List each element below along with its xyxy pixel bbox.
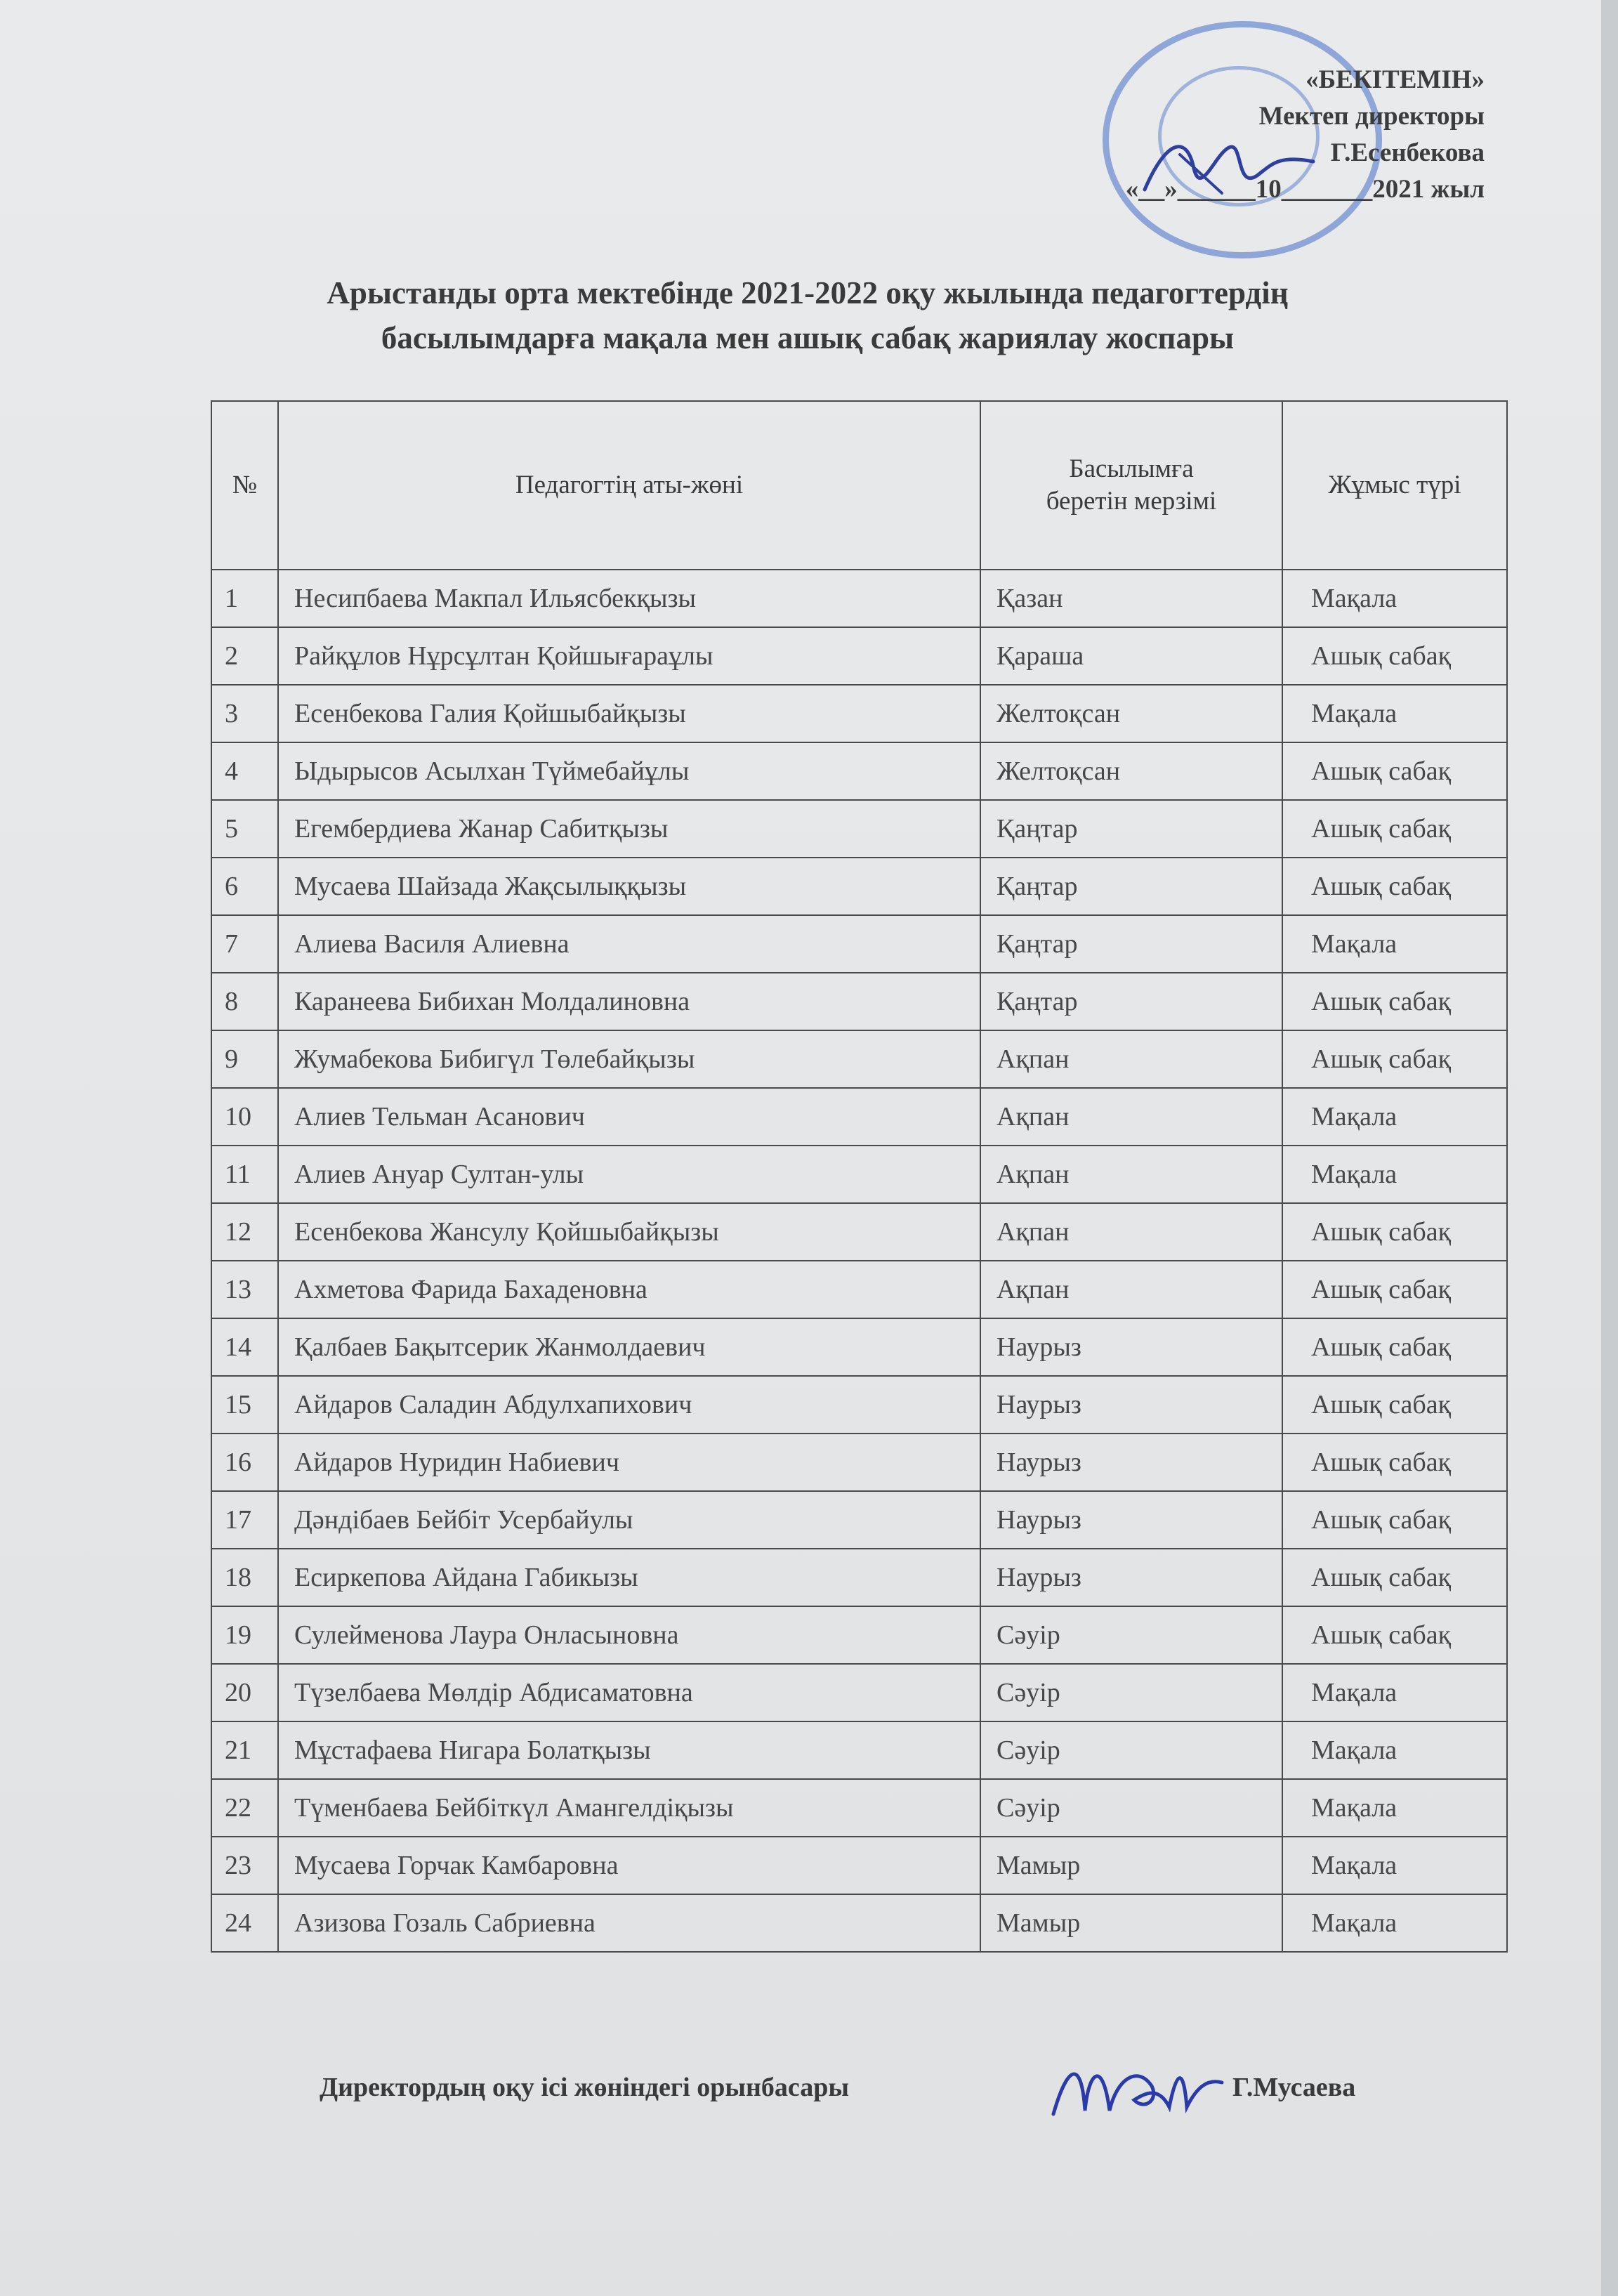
teacher-name: Айдаров Саладин Абдулхапихович	[278, 1376, 980, 1434]
work-type: Мақала	[1282, 1146, 1507, 1203]
row-number: 20	[211, 1664, 278, 1721]
table-header-row	[211, 401, 1507, 570]
table-row	[211, 1779, 1507, 1837]
table-row	[211, 685, 1507, 742]
table-row	[211, 1606, 1507, 1664]
teacher-name: Түменбаева Бейбіткүл Амангелдіқызы	[278, 1779, 980, 1837]
work-type: Ашық сабақ	[1282, 1549, 1507, 1606]
work-type: Мақала	[1282, 1837, 1507, 1894]
row-number: 14	[211, 1318, 278, 1376]
row-number: 19	[211, 1606, 278, 1664]
table-row	[211, 800, 1507, 858]
row-number: 11	[211, 1146, 278, 1203]
row-number: 17	[211, 1491, 278, 1549]
deadline-month: Мамыр	[980, 1837, 1282, 1894]
deadline-month: Қаңтар	[980, 915, 1282, 973]
work-type: Мақала	[1282, 1894, 1507, 1952]
row-number: 21	[211, 1721, 278, 1779]
teacher-name: Алиев Ануар Султан-улы	[278, 1146, 980, 1203]
deadline-month: Қаңтар	[980, 800, 1282, 858]
header-deadline-line-2: беретін мерзімі	[1046, 487, 1217, 516]
work-type: Мақала	[1282, 915, 1507, 973]
row-number: 5	[211, 800, 278, 858]
deadline-month: Ақпан	[980, 1203, 1282, 1261]
page-edge	[1601, 0, 1618, 2296]
approval-date: «__»______10_______2021 жыл	[1125, 175, 1485, 204]
approval-director-name: Г.Есенбекова	[1330, 138, 1485, 167]
teacher-name: Алиева Василя Алиевна	[278, 915, 980, 973]
table-row	[211, 915, 1507, 973]
table-row	[211, 1376, 1507, 1434]
row-number: 15	[211, 1376, 278, 1434]
deadline-month: Ақпан	[980, 1146, 1282, 1203]
work-type: Ашық сабақ	[1282, 1606, 1507, 1664]
deadline-month: Қаңтар	[980, 973, 1282, 1030]
teacher-name: Жумабекова Бибигүл Төлебайқызы	[278, 1030, 980, 1088]
teacher-name: Каранеева Бибихан Молдалиновна	[278, 973, 980, 1030]
teacher-name: Ыдырысов Асылхан Түймебайұлы	[278, 742, 980, 800]
table-row	[211, 1491, 1507, 1549]
deadline-month: Қаңтар	[980, 858, 1282, 915]
table-row	[211, 627, 1507, 685]
work-type: Ашық сабақ	[1282, 1318, 1507, 1376]
deadline-month: Ақпан	[980, 1030, 1282, 1088]
table-row	[211, 1261, 1507, 1318]
table-row	[211, 1030, 1507, 1088]
teacher-name: Азизова Гозаль Сабриевна	[278, 1894, 980, 1952]
teacher-name: Айдаров Нуридин Набиевич	[278, 1434, 980, 1491]
header-teacher-name: Педагогтің аты-жөні	[278, 401, 980, 570]
work-type: Ашық сабақ	[1282, 1261, 1507, 1318]
work-type: Ашық сабақ	[1282, 1030, 1507, 1088]
work-type: Мақала	[1282, 1664, 1507, 1721]
work-type: Ашық сабақ	[1282, 1203, 1507, 1261]
row-number: 24	[211, 1894, 278, 1952]
teacher-name: Алиев Тельман Асанович	[278, 1088, 980, 1146]
teacher-name: Мусаева Горчак Камбаровна	[278, 1837, 980, 1894]
approval-block	[1126, 62, 1485, 208]
row-number: 8	[211, 973, 278, 1030]
table-row	[211, 1664, 1507, 1721]
work-type: Ашық сабақ	[1282, 800, 1507, 858]
teacher-name: Есенбекова Жансулу Қойшыбайқызы	[278, 1203, 980, 1261]
deadline-month: Сәуір	[980, 1721, 1282, 1779]
row-number: 13	[211, 1261, 278, 1318]
deadline-month: Наурыз	[980, 1491, 1282, 1549]
work-type: Мақала	[1282, 1088, 1507, 1146]
table-row	[211, 1434, 1507, 1491]
footer-position: Директордың оқу ісі жөніндегі орынбасары	[320, 2073, 850, 2102]
row-number: 16	[211, 1434, 278, 1491]
work-type: Ашық сабақ	[1282, 973, 1507, 1030]
table-row	[211, 1837, 1507, 1894]
deadline-month: Наурыз	[980, 1434, 1282, 1491]
publication-plan-table	[211, 400, 1508, 1953]
title-line-1: Арыстанды орта мектебінде 2021-2022 оқу жылында педагогтердің	[327, 275, 1289, 310]
header-number: №	[211, 401, 278, 570]
deadline-month: Қараша	[980, 627, 1282, 685]
row-number: 2	[211, 627, 278, 685]
table-row	[211, 1721, 1507, 1779]
row-number: 18	[211, 1549, 278, 1606]
row-number: 10	[211, 1088, 278, 1146]
work-type: Ашық сабақ	[1282, 627, 1507, 685]
deadline-month: Желтоқсан	[980, 742, 1282, 800]
row-number: 4	[211, 742, 278, 800]
row-number: 12	[211, 1203, 278, 1261]
row-number: 22	[211, 1779, 278, 1837]
row-number: 9	[211, 1030, 278, 1088]
work-type: Мақала	[1282, 1779, 1507, 1837]
teacher-name: Райқұлов Нұрсұлтан Қойшығараұлы	[278, 627, 980, 685]
deadline-month: Наурыз	[980, 1376, 1282, 1434]
header-deadline	[980, 401, 1282, 570]
work-type: Ашық сабақ	[1282, 742, 1507, 800]
approval-heading: «БЕКІТЕМІН»	[1305, 65, 1485, 94]
header-deadline-line-1: Басылымға	[1069, 454, 1194, 483]
row-number: 3	[211, 685, 278, 742]
table-row	[211, 1894, 1507, 1952]
teacher-name: Сулейменова Лаура Онласыновна	[278, 1606, 980, 1664]
work-type: Ашық сабақ	[1282, 1491, 1507, 1549]
teacher-name: Түзелбаева Мөлдір Абдисаматовна	[278, 1664, 980, 1721]
row-number: 1	[211, 570, 278, 627]
row-number: 23	[211, 1837, 278, 1894]
teacher-name: Ахметова Фарида Бахаденовна	[278, 1261, 980, 1318]
work-type: Ашық сабақ	[1282, 1434, 1507, 1491]
table-row	[211, 1146, 1507, 1203]
deadline-month: Наурыз	[980, 1549, 1282, 1606]
table-row	[211, 1088, 1507, 1146]
row-number: 7	[211, 915, 278, 973]
deadline-month: Ақпан	[980, 1088, 1282, 1146]
work-type: Ашық сабақ	[1282, 1376, 1507, 1434]
work-type: Ашық сабақ	[1282, 858, 1507, 915]
deadline-month: Сәуір	[980, 1606, 1282, 1664]
table-row	[211, 1203, 1507, 1261]
table-row	[211, 742, 1507, 800]
table-row	[211, 1549, 1507, 1606]
footer-name: Г.Мусаева	[1232, 2073, 1356, 2102]
deadline-month: Ақпан	[980, 1261, 1282, 1318]
deadline-month: Желтоқсан	[980, 685, 1282, 742]
teacher-name: Есиркепова Айдана Габикызы	[278, 1549, 980, 1606]
document-title	[176, 270, 1440, 360]
teacher-name: Мусаева Шайзада Жақсылыққызы	[278, 858, 980, 915]
teacher-name: Несипбаева Макпал Ильясбекқызы	[278, 570, 980, 627]
work-type: Мақала	[1282, 685, 1507, 742]
table-row	[211, 570, 1507, 627]
deadline-month: Сәуір	[980, 1664, 1282, 1721]
deputy-signature	[1046, 2044, 1229, 2135]
deadline-month: Қазан	[980, 570, 1282, 627]
teacher-name: Есенбекова Галия Қойшыбайқызы	[278, 685, 980, 742]
deadline-month: Сәуір	[980, 1779, 1282, 1837]
teacher-name: Қалбаев Бақытсерик Жанмолдаевич	[278, 1318, 980, 1376]
teacher-name: Егембердиева Жанар Сабитқызы	[278, 800, 980, 858]
deadline-month: Мамыр	[980, 1894, 1282, 1952]
teacher-name: Дәндібаев Бейбіт Усербайулы	[278, 1491, 980, 1549]
deadline-month: Наурыз	[980, 1318, 1282, 1376]
table-row	[211, 858, 1507, 915]
work-type: Мақала	[1282, 1721, 1507, 1779]
row-number: 6	[211, 858, 278, 915]
work-type: Мақала	[1282, 570, 1507, 627]
title-line-2: басылымдарға мақала мен ашық сабақ жариялау жоспары	[381, 320, 1235, 355]
header-work-type: Жұмыс түрі	[1282, 401, 1507, 570]
approval-position: Мектеп директоры	[1258, 102, 1485, 131]
table-row	[211, 973, 1507, 1030]
table-row	[211, 1318, 1507, 1376]
teacher-name: Мұстафаева Нигара Болатқызы	[278, 1721, 980, 1779]
